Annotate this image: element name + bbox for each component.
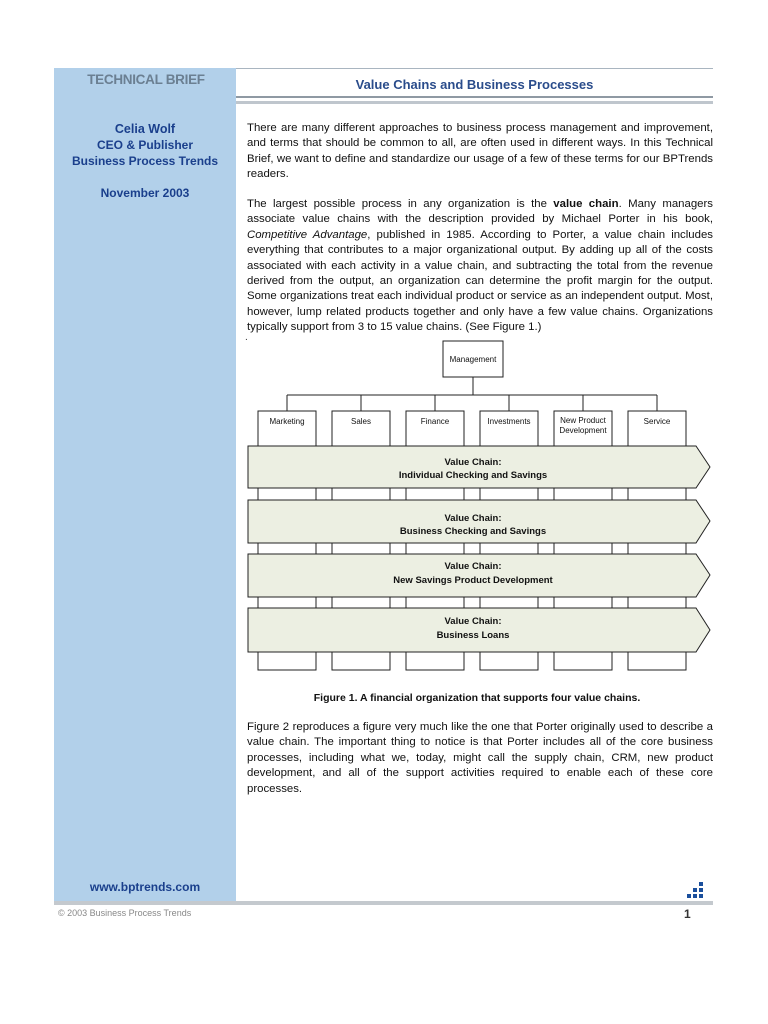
bptrends-logo-icon xyxy=(686,882,706,898)
value-chain-paragraph xyxy=(247,197,713,336)
p2-text-a: The largest possible process in any organization is the xyxy=(247,198,554,210)
dept-label-sales: Sales xyxy=(350,417,372,426)
author-org: Business Process Trends xyxy=(71,154,219,168)
value-chain-1-heading: Value Chain: xyxy=(444,457,502,468)
porter-paragraph: Figure 2 reproduces a figure very much like the one that Porter originally used to describe a value chain. The important thing to notice is that Porter includes all of the core business processes, including what we, today, might call the supply chain, CRM, new product development, and all of the support activities required to enable each of these core processes. xyxy=(247,721,713,795)
value-chain-4-name: Business Loans xyxy=(436,630,510,641)
book-title: Competitive Advantage xyxy=(247,228,368,241)
value-chain-diagram xyxy=(244,338,716,674)
author-role: CEO & Publisher xyxy=(96,138,194,152)
value-chain-2-name: Business Checking and Savings xyxy=(399,526,547,537)
header-rule-shadow xyxy=(236,101,713,104)
value-chain-term: value chain xyxy=(553,198,619,210)
dept-label-new-product-wrap xyxy=(554,416,612,440)
dept-label-marketing: Marketing xyxy=(269,417,305,426)
copyright-notice: © 2003 Business Process Trends xyxy=(58,908,192,918)
author-name: Celia Wolf xyxy=(114,122,176,136)
publication-date: November 2003 xyxy=(100,186,190,200)
technical-brief-badge: TECHNICAL BRIEF xyxy=(87,72,205,87)
header-rule xyxy=(236,96,713,98)
figure-caption: Figure 1. A financial organization that supports four value chains. xyxy=(313,692,641,704)
footer-rule xyxy=(54,901,713,905)
dept-label-investments: Investments xyxy=(487,417,531,426)
value-chain-4-heading: Value Chain: xyxy=(444,616,502,627)
stray-mark: . xyxy=(245,332,248,343)
website-link[interactable]: www.bptrends.com xyxy=(89,880,201,894)
header-top-rule xyxy=(236,68,713,69)
dept-label-service: Service xyxy=(643,417,671,426)
management-label: Management xyxy=(449,355,497,364)
page-title: Value Chains and Business Processes xyxy=(355,77,594,92)
page-number: 1 xyxy=(684,907,691,921)
value-chain-1-name: Individual Checking and Savings xyxy=(398,470,548,481)
p2-text-e: , published in 1985. According to Porter, a value chain includes everything that contributes to a major organizational output. By adding up all of the costs associated with each activity in a value chain, and subtracting the total from the revenue derived from the output, an organization can determine the profit margin for the output. Some organizations treat each individual product or service as an independent output. Most, however, lump related products together and only have a few value chains. Organizations typically support from 3 to 15 value chains. (See Figure 1.) xyxy=(247,228,713,334)
dept-label-new-product: New Product Development xyxy=(559,416,607,435)
p2-text-c: . Many managers associate value chains with the description provided by Michael Porter in his book, xyxy=(247,198,713,226)
intro-paragraph: There are many different approaches to business process management and improvement, and terms that should be common to all, are often used in different ways. In this Technical Brief, we want to define and standardize our usage of a few of these terms for our BPTrends readers. xyxy=(247,122,713,181)
value-chain-3-name: New Savings Product Development xyxy=(393,575,553,586)
author-block xyxy=(54,121,236,201)
dept-label-finance: Finance xyxy=(420,417,450,426)
value-chain-3-heading: Value Chain: xyxy=(444,561,502,572)
value-chain-2-heading: Value Chain: xyxy=(444,513,502,524)
